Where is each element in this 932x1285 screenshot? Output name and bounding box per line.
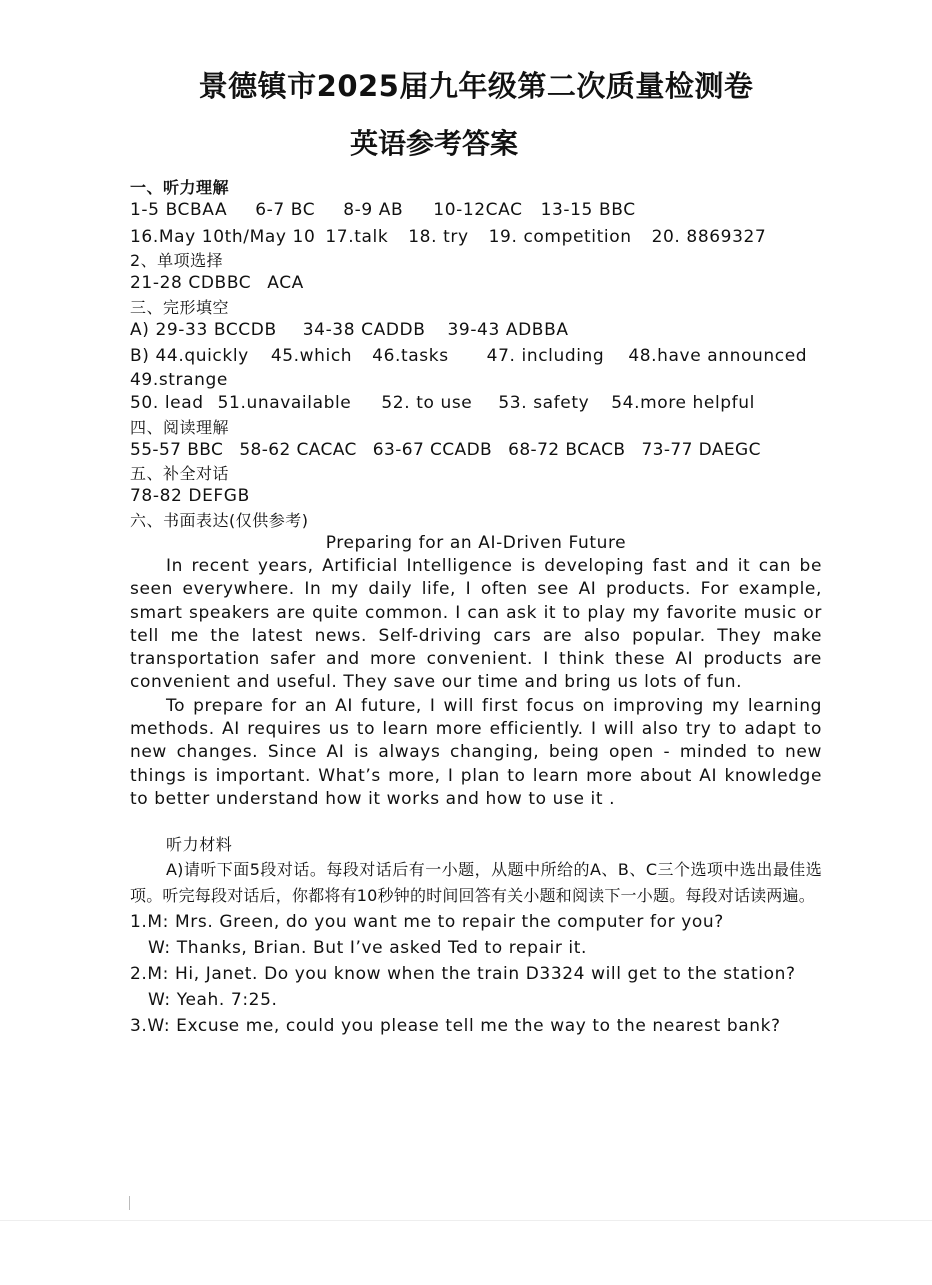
answer-group: 34-38 CADDB xyxy=(302,319,426,340)
listening-heading: 听力材料 xyxy=(166,835,233,855)
dialogue-line: 1.M: Mrs. Green, do you want me to repair the computer for you? xyxy=(130,912,724,933)
answer-group: 50. lead xyxy=(130,393,204,413)
answer-group: 49.strange xyxy=(130,369,228,390)
essay-title: Preparing for an AI-Driven Future xyxy=(325,532,627,553)
answer-line xyxy=(130,319,822,343)
answer-group: 45.which xyxy=(270,346,353,366)
answer-line xyxy=(130,485,822,509)
listening-material xyxy=(130,833,822,1039)
answer-group: 73-77 DAEGC xyxy=(641,439,761,460)
answer-group: A) 29-33 BCCDB xyxy=(130,319,277,340)
dialogue-line: 3.W: Excuse me, could you please tell me the way to the nearest bank? xyxy=(130,1016,781,1037)
listening-instructions: A)请听下面5段对话。每段对话后有一小题，从题中所给的A、B、C三个选项中选出最佳选项。听完每段对话后，你都将有10秒钟的时间回答有关小题和阅读下一小题。每段对话读两遍。 xyxy=(130,860,822,906)
essay-paragraph: To prepare for an AI future, I will first focus on improving my learning methods. AI requires us to learn more efficiently. I will also try to adapt to new changes. Since AI is always changing, being open - minded to new things is important. What’s more, I plan to learn more about AI knowledge to better understand how it works and how to use it . xyxy=(130,695,822,809)
dialogue-line: W: Yeah. 7:25. xyxy=(148,990,278,1011)
section-heading-reading: 四、阅读理解 xyxy=(130,417,230,437)
answer-group: B) 44.quickly xyxy=(130,346,249,366)
answer-group: 1-5 BCBAA xyxy=(130,200,228,220)
answer-content xyxy=(130,176,822,1039)
answer-line xyxy=(130,272,822,296)
answer-group: 48.have announced xyxy=(628,346,808,366)
section-heading-dialogue: 五、补全对话 xyxy=(130,464,230,483)
section-heading-single-choice: 2、单项选择 xyxy=(130,251,224,270)
answer-group: 55-57 BBC xyxy=(130,439,224,460)
answer-line xyxy=(130,226,822,250)
answer-group: 20. 8869327 xyxy=(651,226,767,247)
answer-line xyxy=(130,345,822,369)
answer-line xyxy=(130,369,822,393)
essay-paragraph: In recent years, Artificial Intelligence is developing fast and it can be seen everywhere. In my daily life, I often see AI products. For example, smart speakers are quite common. I can ask it to play my favorite music or tell me the latest news. Self-driving cars are also popular. They make transportation safer and more convenient. I think these AI products are convenient and useful. They save our time and bring us lots of fun. xyxy=(130,556,822,693)
answer-group: 21-28 CDBBC xyxy=(130,273,252,293)
answer-group: 63-67 CCADB xyxy=(372,439,493,460)
answer-group: 39-43 ADBBA xyxy=(447,319,569,340)
answer-group: 47. including xyxy=(486,346,605,366)
page-divider xyxy=(0,1220,932,1221)
answer-group: 78-82 DEFGB xyxy=(130,486,250,506)
answer-group: 8-9 AB xyxy=(343,200,404,220)
answer-line xyxy=(130,199,822,223)
answer-group: 58-62 CACAC xyxy=(239,439,357,460)
answer-group: ACA xyxy=(267,273,304,293)
page-edge-mark xyxy=(129,1196,132,1210)
answer-group: 6-7 BC xyxy=(255,200,316,220)
answer-group: 10-12CAC xyxy=(433,200,523,220)
page-title: 景德镇市2025届九年级第二次质量检测卷 xyxy=(198,69,754,103)
dialogue-line: W: Thanks, Brian. But I’ve asked Ted to repair it. xyxy=(148,938,588,959)
answer-line xyxy=(130,392,822,416)
answer-group: 16.May 10th/May 10 xyxy=(130,226,316,247)
answer-group: 19. competition xyxy=(488,226,632,247)
section-heading-listening: 一、听力理解 xyxy=(130,178,230,197)
section-heading-cloze: 三、完形填空 xyxy=(130,297,230,317)
answer-group: 46.tasks xyxy=(372,346,449,366)
answer-group: 53. safety xyxy=(498,393,590,413)
answer-group: 13-15 BBC xyxy=(540,200,636,220)
answer-group: 68-72 BCACB xyxy=(508,439,626,460)
answer-line xyxy=(130,439,822,463)
answer-group: 18. try xyxy=(408,226,469,247)
dialogue-line: 2.M: Hi, Janet. Do you know when the train D3324 will get to the station? xyxy=(130,964,796,985)
page-subtitle: 英语参考答案 xyxy=(349,127,518,160)
answer-group: 52. to use xyxy=(381,393,473,413)
essay xyxy=(130,532,822,812)
answer-group: 51.unavailable xyxy=(217,393,352,413)
section-heading-writing: 六、书面表达(仅供参考) xyxy=(130,510,309,530)
answer-group: 17.talk xyxy=(325,226,389,247)
answer-group: 54.more helpful xyxy=(611,393,755,413)
